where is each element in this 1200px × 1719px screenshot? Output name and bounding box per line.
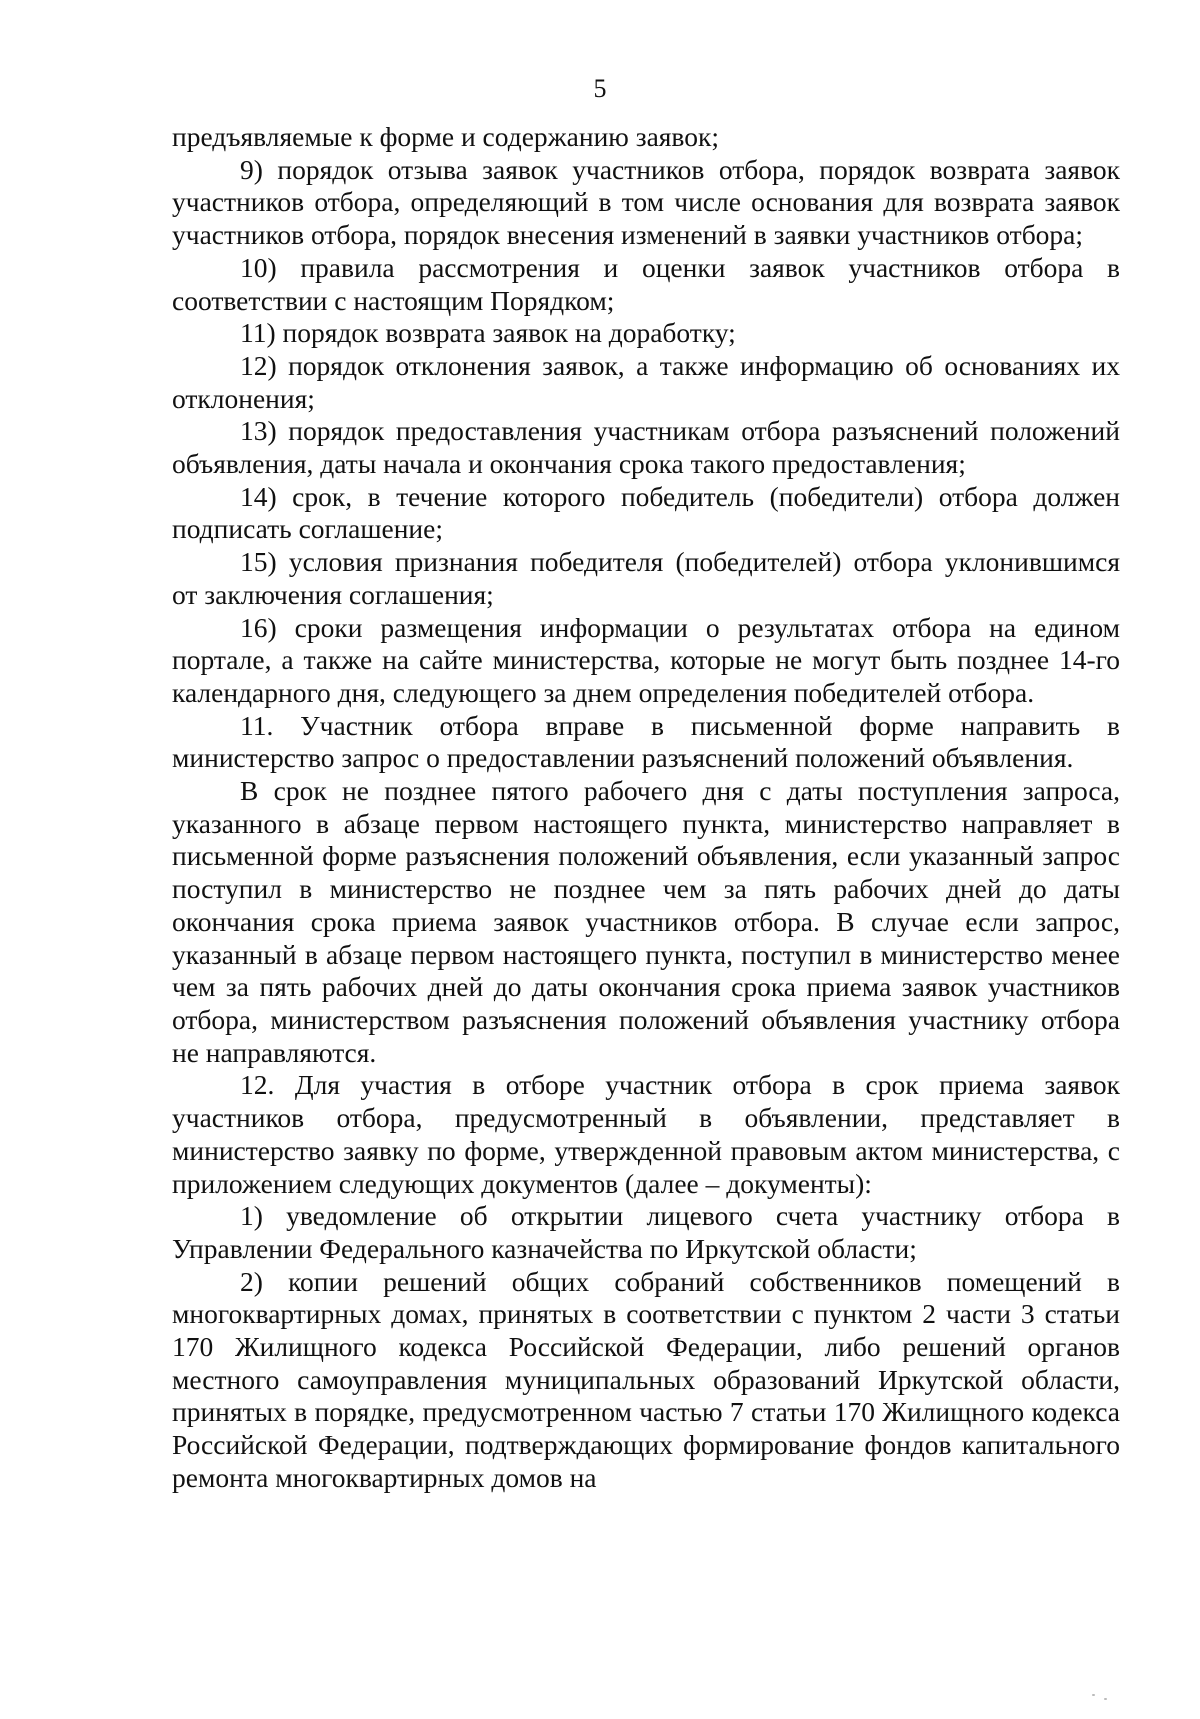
- list-item-11: 11) порядок возврата заявок на доработку;: [240, 317, 736, 349]
- list-item-13: 13) порядок предоставления участникам отбора разъяснений положений объявления, даты начала и окончания срока такого предоставления;: [172, 415, 1120, 480]
- list-item-10: 10) правила рассмотрения и оценки заявок участников отбора в соответствии с настоящим Порядком;: [172, 251, 1120, 316]
- paragraph-continuation: предъявляемые к форме и содержанию заявок;: [172, 121, 719, 152]
- list-item-14: 14) срок, в течение которого победитель (победители) отбора должен подписать соглашение;: [172, 480, 1120, 545]
- list-item-16: 16) сроки размещения информации о результатах отбора на едином портале, а также на сайте министерства, которые не могут быть позднее 14-го календарного дня, следующего за днем определения победителей отбора.: [172, 611, 1120, 708]
- list-item-12: 12) порядок отклонения заявок, а также информацию об основаниях их отклонения;: [172, 349, 1120, 414]
- page-number: 5: [593, 74, 607, 103]
- document-item-2: 2) копии решений общих собраний собственников помещений в многоквартирных домах, принятых в соответствии с пунктом 2 части 3 статьи 170 Жилищного кодекса Российской Федерации, либо решений органов местного самоуправления муниципальных образований Иркутской области, принятых в порядке, предусмотренном частью 7 статьи 170 Жилищного кодекса Российской Федерации, подтверждающих формирование фондов капитального ремонта многоквартирных домов на: [172, 1265, 1120, 1493]
- document-item-1: 1) уведомление об открытии лицевого счета участнику отбора в Управлении Федерального казначейства по Иркутской области;: [172, 1200, 1120, 1264]
- clause-11: 11. Участник отбора вправе в письменной форме направить в министерство запрос о предоставлении разъяснений положений объявления.: [172, 709, 1120, 774]
- scan-artifact: [1104, 1698, 1107, 1700]
- list-item-15: 15) условия признания победителя (победителей) отбора уклонившимся от заключения соглашения;: [172, 546, 1120, 610]
- document-body: [172, 121, 1120, 1495]
- list-item-9: 9) порядок отзыва заявок участников отбора, порядок возврата заявок участников отбора, определяющий в том числе основания для возврата заявок участников отбора, порядок внесения изменений в заявки участников отбора;: [172, 153, 1120, 251]
- clause-11-paragraph-2: В срок не позднее пятого рабочего дня с даты поступления запроса, указанного в абзаце первом настоящего пункта, министерство направляет в письменной форме разъяснения положений объявления, если указанный запрос поступил в министерство не позднее чем за пять рабочих дней до даты окончания срока приема заявок участников отбора. В случае если запрос, указанный в абзаце первом настоящего пункта, поступил в министерство менее чем за пять рабочих дней до даты окончания срока приема заявок участников отбора, министерством разъяснения положений объявления участнику отбора не направляются.: [172, 775, 1120, 1068]
- scan-artifact: [1092, 1694, 1095, 1696]
- clause-12: 12. Для участия в отборе участник отбора в срок приема заявок участников отбора, предусмотренный в объявлении, представляет в министерство заявку по форме, утвержденной правовым актом министерства, с приложением следующих документов (далее – документы):: [172, 1069, 1120, 1199]
